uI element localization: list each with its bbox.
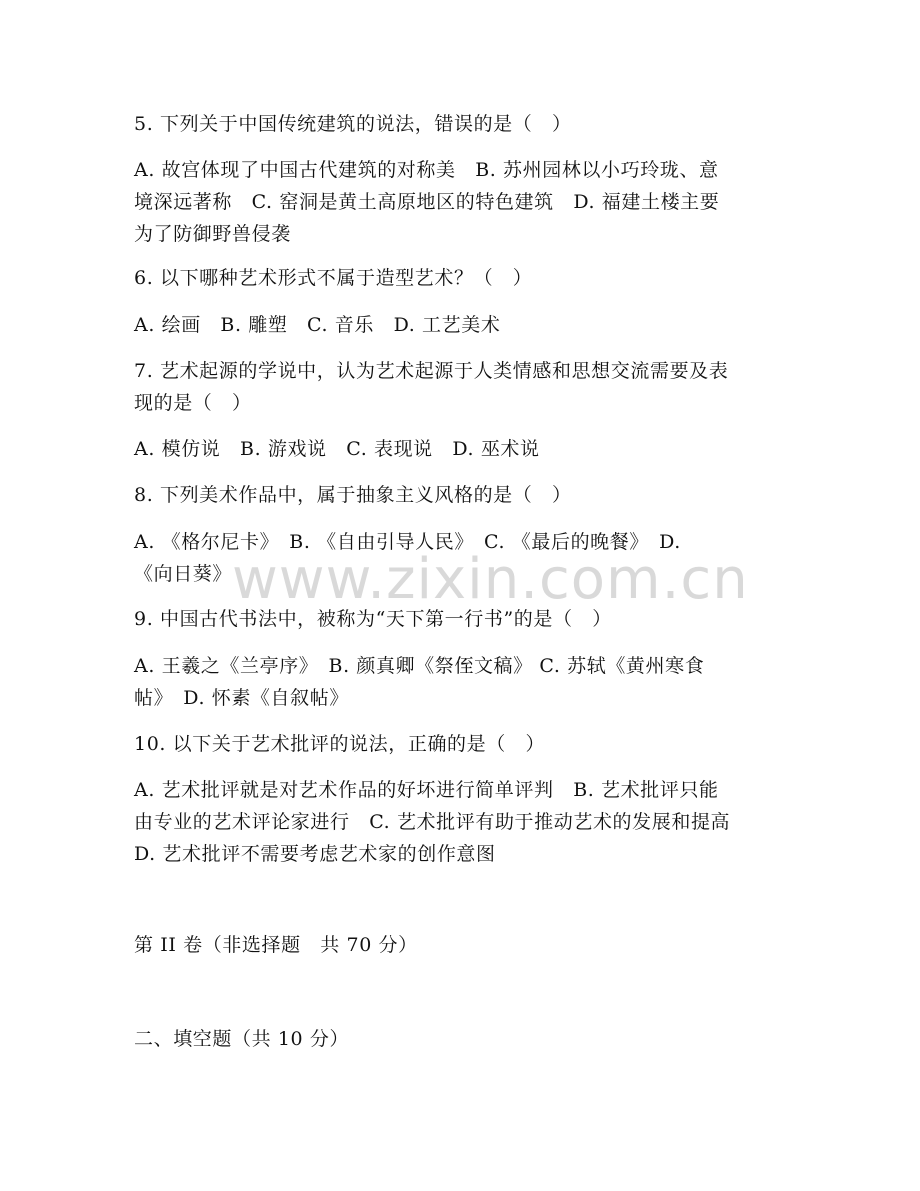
question-8-stem: 8. 下列美术作品中，属于抽象主义风格的是（ ）	[134, 484, 572, 506]
question-10-options-line-3: D. 艺术批评不需要考虑艺术家的创作意图	[134, 843, 496, 865]
question-10-stem: 10. 以下关于艺术批评的说法，正确的是（ ）	[134, 733, 546, 755]
question-5-options-line-3: 为了防御野兽侵袭	[134, 223, 291, 245]
question-10-options-line-1: A. 艺术批评就是对艺术作品的好坏进行简单评判 B. 艺术批评只能	[134, 779, 719, 801]
question-9-options-line-1: A. 王羲之《兰亭序》 B. 颜真卿《祭侄文稿》 C. 苏轼《黄州寒食	[134, 655, 705, 677]
section-2-title: 第 II 卷（非选择题 共 70 分）	[134, 934, 418, 956]
question-7-stem-line-1: 7. 艺术起源的学说中，认为艺术起源于人类情感和思想交流需要及表	[134, 360, 729, 382]
question-8-options-line-2: 《向日葵》	[134, 563, 233, 585]
question-7-options: A. 模仿说 B. 游戏说 C. 表现说 D. 巫术说	[134, 438, 540, 460]
question-6-stem: 6. 以下哪种艺术形式不属于造型艺术？（ ）	[134, 267, 533, 289]
question-5-options-line-2: 境深远著称 C. 窑洞是黄土高原地区的特色建筑 D. 福建土楼主要	[134, 191, 720, 213]
question-7-stem-line-2: 现的是（ ）	[134, 392, 252, 414]
question-6-options: A. 绘画 B. 雕塑 C. 音乐 D. 工艺美术	[134, 314, 501, 336]
question-9-stem: 9. 中国古代书法中，被称为“天下第一行书”的是（ ）	[134, 608, 612, 630]
watermark: www.zixin.com.cn	[232, 547, 749, 612]
part-2-title: 二、填空题（共 10 分）	[134, 1028, 350, 1050]
question-10-options-line-2: 由专业的艺术评论家进行 C. 艺术批评有助于推动艺术的发展和提高	[134, 811, 731, 833]
question-8-options-line-1: A. 《格尔尼卡》 B. 《自由引导人民》 C. 《最后的晚餐》 D.	[134, 531, 681, 553]
question-5-stem: 5. 下列关于中国传统建筑的说法，错误的是（ ）	[134, 113, 572, 135]
question-9-options-line-2: 帖》 D. 怀素《自叙帖》	[134, 687, 349, 709]
question-5-options-line-1: A. 故宫体现了中国古代建筑的对称美 B. 苏州园林以小巧玲珑、意	[134, 159, 719, 181]
